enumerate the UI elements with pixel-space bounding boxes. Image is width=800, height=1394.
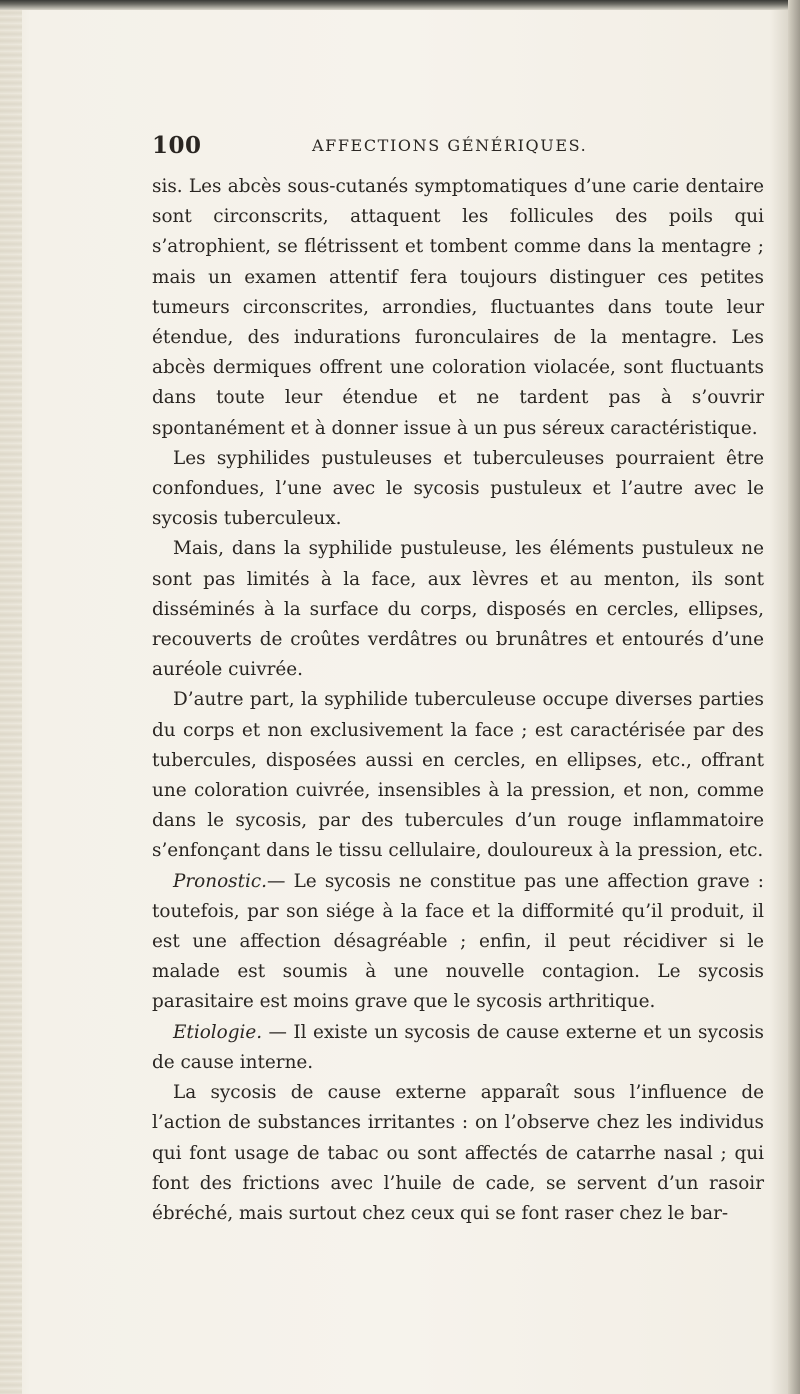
paragraph xyxy=(152,1078,764,1229)
paragraph xyxy=(152,172,764,444)
paragraph xyxy=(152,534,764,685)
running-head: AFFECTIONS GÉNÉRIQUES. xyxy=(312,136,588,155)
paragraph-text: D’autre part, la syphilide tuberculeuse occupe diverses parties du corps et non exclusivement la face ; est caractérisée par des tubercules, disposées aussi en cercles, en ellipses, etc., offrant une coloration cuivrée, insensibles à la pression, et non, comme dans le sycosis, par des tubercules d’un rouge inflammatoire s’enfonçant dans le tissu cellulaire, douloureux à la pression, etc. xyxy=(152,689,764,862)
paragraph-text: — Le sycosis ne constitue pas une affection grave : toutefois, par son siége à la face et la difformité qu’il produit, il est une affection désagréable ; enfin, il peut récidiver si le malade est soumis à une nouvelle contagion. Le sycosis parasitaire est moins grave que le sycosis arthritique. xyxy=(152,870,764,1013)
paragraph-text: La sycosis de cause externe apparaît sous l’influence de l’action de substances irritantes : on l’observe chez les individus qui font usage de tabac ou sont affectés de catarrhe nasal ; qui font des frictions avec l’huile de cade, se servent d’un rasoir ébréché, mais surtout chez ceux qui se font raser chez le bar- xyxy=(152,1082,764,1224)
page-binding-gutter xyxy=(0,10,22,1394)
section-lead-pronostic: Pronostic. xyxy=(173,870,268,892)
paragraph xyxy=(152,685,764,866)
page-number: 100 xyxy=(152,132,202,159)
paragraph-text: — Il existe un sycosis de cause externe et un sycosis de cause interne. xyxy=(152,1021,764,1073)
paragraph-text: Les syphilides pustuleuses et tuberculeuses pourraient être confondues, l’une avec le sycosis pustuleux et l’autre avec le sycosis tuberculeux. xyxy=(152,447,764,530)
paragraph xyxy=(152,867,764,1018)
paragraph xyxy=(152,1018,764,1078)
section-lead-etiologie: Etiologie. xyxy=(173,1021,263,1043)
paragraph-text: sis. Les abcès sous-cutanés symptomatiques d’une carie dentaire sont circonscrits, attaquent les follicules des poils qui s’atrophient, se flétrissent et tombent comme dans la mentagre ; mais un examen attentif fera toujours distinguer ces petites tumeurs circonscrites, arrondies, fluctuantes dans toute leur étendue, des indurations furonculaires de la mentagre. Les abcès dermiques offrent une coloration violacée, sont fluctuants dans toute leur étendue et ne tardent pas à s’ouvrir spontanément et à donner issue à un pus séreux caractéristique. xyxy=(152,176,764,439)
paragraph-text: Mais, dans la syphilide pustuleuse, les éléments pustuleux ne sont pas limités à la face, aux lèvres et au menton, ils sont disséminés à la surface du corps, disposés en cercles, ellipses, recouverts de croûtes verdâtres ou brunâtres et entourés d’une auréole cuivrée. xyxy=(152,538,764,681)
page-right-edge xyxy=(788,0,800,1394)
body-text xyxy=(152,172,764,1229)
paragraph xyxy=(152,444,764,535)
page-header xyxy=(152,132,712,166)
page-top-edge xyxy=(0,0,800,10)
